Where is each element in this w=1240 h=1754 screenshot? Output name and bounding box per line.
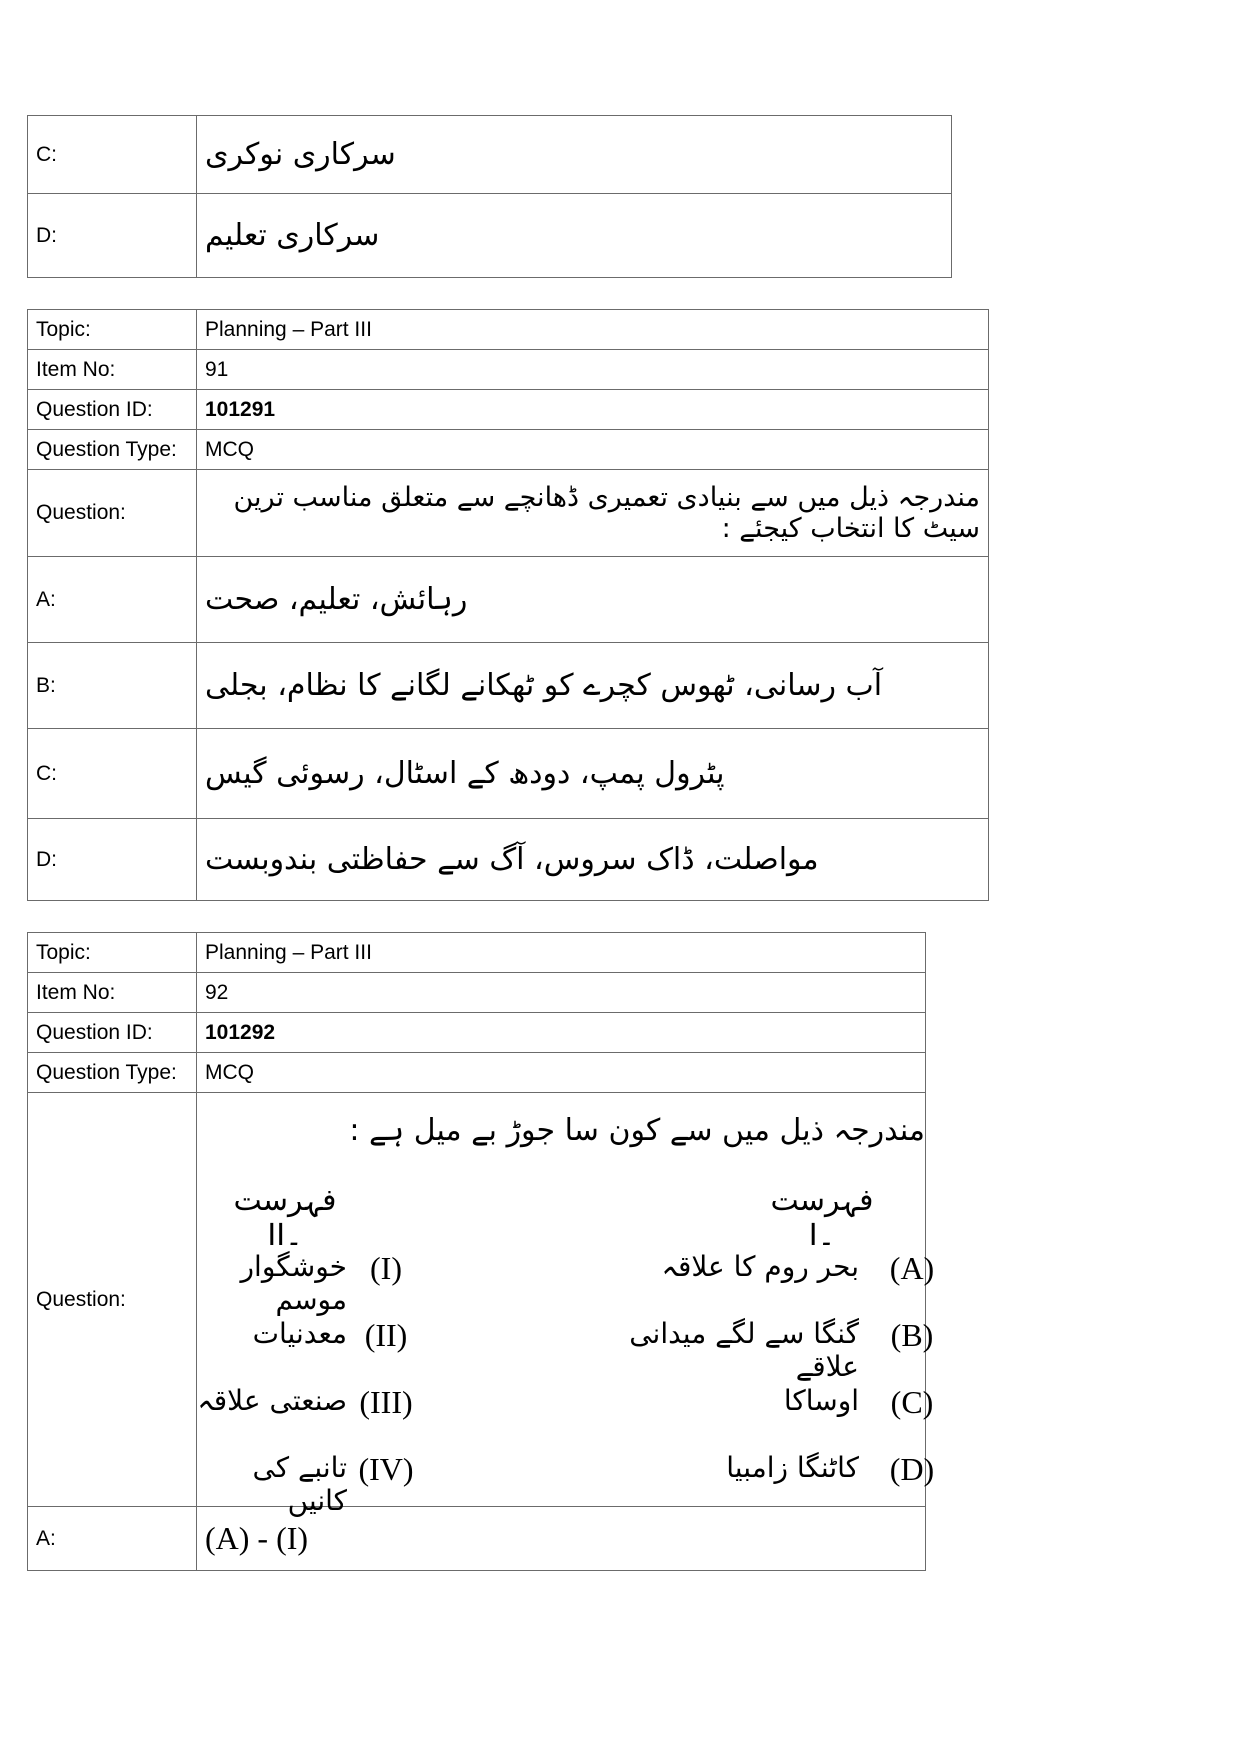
list-2-number: (II)	[364, 1316, 408, 1353]
list-2-item: تانبے کی کانیں	[252, 1450, 347, 1517]
option-text-a: رہائش، تعلیم، صحت	[197, 557, 989, 643]
item-no-value: 92	[197, 973, 926, 1013]
question-type-value: MCQ	[197, 430, 989, 470]
list-1-number: (A)	[889, 1249, 935, 1286]
question-type-label: Question Type:	[28, 430, 197, 470]
match-row	[197, 1316, 937, 1383]
list-1-number: (D)	[889, 1450, 935, 1487]
option-label-a: A:	[28, 1507, 197, 1571]
list-2-number: (IV)	[358, 1450, 414, 1487]
list-2-item: معدنیات	[252, 1316, 347, 1350]
list-1-item: گنگا سے لگے میدانی علاقے	[629, 1316, 859, 1383]
question-label: Question:	[28, 1093, 197, 1507]
option-text-a: (A) - (I)	[197, 1507, 926, 1571]
question-92-table	[27, 932, 935, 1571]
list-1-number: (C)	[890, 1383, 934, 1420]
list-2-number: (I)	[370, 1249, 402, 1286]
list-1-header: فہرست ۔I	[770, 1182, 874, 1253]
option-text-c: سرکاری نوکری	[197, 116, 952, 194]
option-label-c: C:	[28, 729, 197, 819]
list-2-header: فہرست ۔II	[233, 1182, 337, 1253]
topic-label: Topic:	[28, 310, 197, 350]
item-no-label: Item No:	[28, 973, 197, 1013]
question-label: Question:	[28, 470, 197, 557]
topic-value: Planning – Part III	[197, 310, 989, 350]
list-1-number: (B)	[890, 1316, 934, 1353]
list-2-item: صنعتی علاقہ	[197, 1383, 347, 1417]
option-text-d: مواصلت، ڈاک سروس، آگ سے حفاظتی بندوبست	[197, 819, 989, 901]
question-match-block	[197, 1093, 935, 1517]
question-text: مندرجہ ذیل میں سے کون سا جوڑ بے میل ہے :	[349, 1112, 925, 1148]
option-label-b: B:	[28, 643, 197, 729]
question-id-label: Question ID:	[28, 390, 197, 430]
match-row	[197, 1384, 937, 1434]
list-1-item: اوساکا	[783, 1383, 859, 1417]
topic-label: Topic:	[28, 933, 197, 973]
question-type-value: MCQ	[197, 1053, 926, 1093]
option-label-a: A:	[28, 557, 197, 643]
prev-question-options-table	[27, 115, 952, 278]
option-label-c: C:	[28, 116, 197, 194]
match-the-following	[197, 1095, 937, 1517]
list-2-item: خوشگوار موسم	[240, 1249, 347, 1316]
topic-value: Planning – Part III	[197, 933, 926, 973]
option-text-b: آب رسانی، ٹھوس کچرے کو ٹھکانے لگانے کا نظام، بجلی	[197, 643, 989, 729]
list-1-item: بحر روم کا علاقہ	[661, 1249, 859, 1283]
option-label-d: D:	[28, 819, 197, 901]
match-row	[197, 1249, 937, 1316]
question-91-table	[27, 309, 989, 901]
option-label-d: D:	[28, 194, 197, 278]
question-id-value: 101291	[197, 390, 989, 430]
option-text-d: سرکاری تعلیم	[197, 194, 952, 278]
item-no-label: Item No:	[28, 350, 197, 390]
question-text: مندرجہ ذیل میں سے بنیادی تعمیری ڈھانچے سے متعلق مناسب ترین سیٹ کا انتخاب کیجئے :	[197, 470, 989, 557]
option-text-c: پٹرول پمپ، دودھ کے اسٹال، رسوئی گیس	[197, 729, 989, 819]
question-type-label: Question Type:	[28, 1053, 197, 1093]
match-row	[197, 1450, 937, 1517]
item-no-value: 91	[197, 350, 989, 390]
question-id-label: Question ID:	[28, 1013, 197, 1053]
question-id-value: 101292	[197, 1013, 926, 1053]
list-2-number: (III)	[359, 1383, 413, 1420]
list-1-item: کاٹنگا زامبیا	[726, 1450, 859, 1484]
